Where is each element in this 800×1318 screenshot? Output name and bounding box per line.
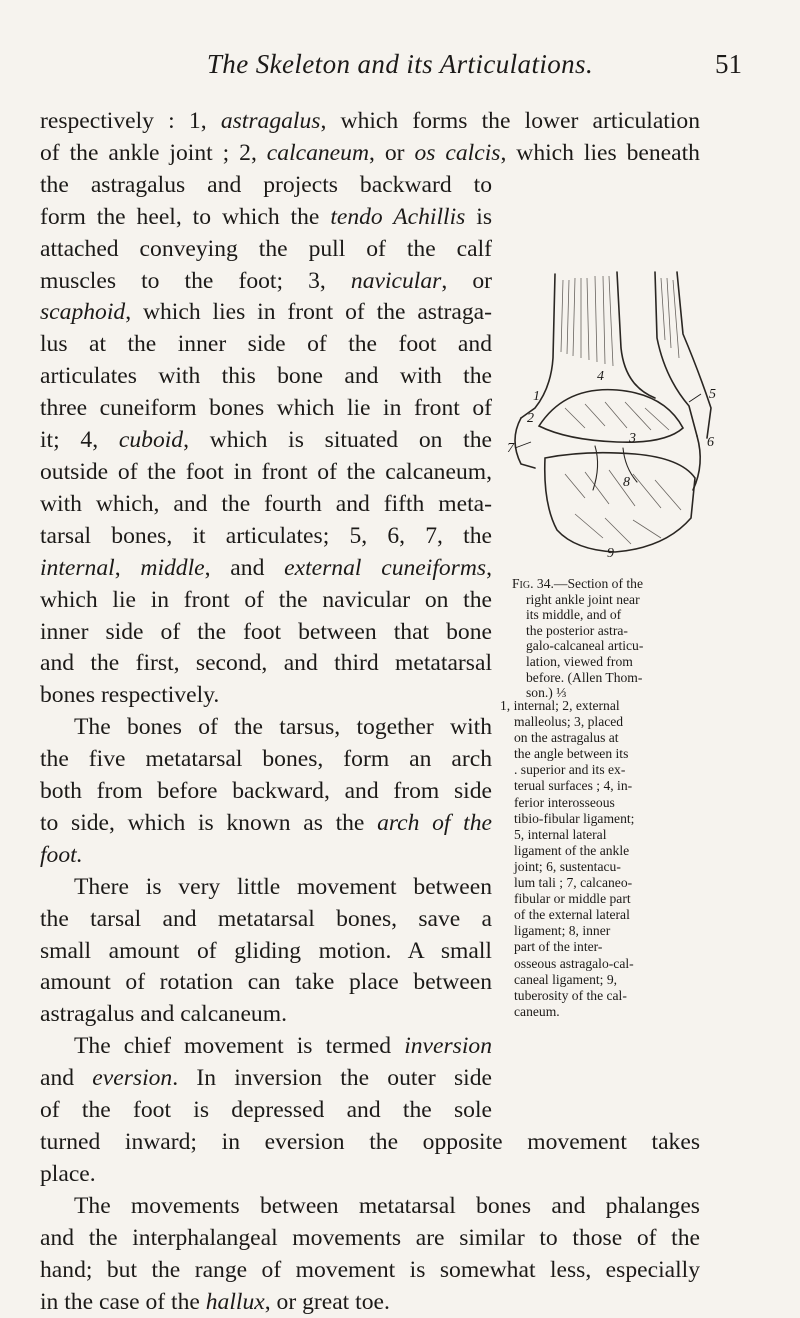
figure-label-4: 4 — [597, 369, 604, 384]
figure-label-6: 6 — [707, 435, 714, 450]
text-line: to side, which is known as the arch of the — [40, 809, 492, 836]
legend-line: part of the inter- — [514, 939, 603, 955]
caption-line: right ankle joint near — [526, 591, 640, 607]
text-line: three cuneiform bones which lie in front of — [40, 395, 492, 422]
page-number: 51 — [715, 49, 742, 79]
text-line: bones respectively. — [40, 682, 220, 709]
text-line: internal, middle, and external cuneiforms, — [40, 554, 492, 581]
text-line: amount of rotation can take place between — [40, 969, 492, 996]
text-line: form the heel, to which the tendo Achillis is — [40, 203, 492, 230]
text-line: place. — [40, 1160, 96, 1187]
legend-line: fibular or middle part — [514, 891, 631, 907]
ankle-section-illustration — [505, 268, 723, 558]
figure-label-9: 9 — [607, 546, 614, 558]
caption-line: before. (Allen Thom- — [526, 669, 643, 685]
figure-label-2: 2 — [527, 411, 534, 426]
legend-line: malleolus; 3, placed — [514, 714, 624, 730]
figure-caption — [512, 576, 718, 701]
text-line: There is very little movement between — [74, 873, 492, 900]
text-line: attached conveying the pull of the calf — [40, 235, 492, 262]
legend-line: osseous astragalo-cal- — [514, 955, 634, 971]
caption-line: the posterior astra- — [526, 622, 628, 638]
caption-line: Fig. 34.—Section of the — [512, 576, 644, 591]
figure-number-label: Fig. — [512, 576, 534, 591]
text-line: and eversion. In inversion the outer side — [40, 1065, 492, 1092]
legend-line: caneum. — [514, 1003, 560, 1019]
text-line: The chief movement is termed inversion — [74, 1033, 492, 1060]
figure-label-8: 8 — [623, 475, 630, 490]
text-line: foot. — [40, 841, 83, 868]
text-line: The bones of the tarsus, together with — [74, 714, 492, 741]
figure-label-7: 7 — [507, 441, 514, 456]
legend-line: ferior interosseous — [514, 794, 615, 810]
figure-label-1: 1 — [533, 389, 540, 404]
figure-legend — [500, 698, 718, 1020]
text-line: and the interphalangeal movements are similar to those of the — [40, 1224, 700, 1251]
text-line: tarsal bones, it articulates; 5, 6, 7, the — [40, 522, 492, 549]
legend-line: tibio-fibular ligament; — [514, 810, 635, 826]
text-line: both from before backward, and from side — [40, 778, 492, 805]
legend-line: 5, internal lateral — [514, 826, 607, 842]
astragalus-outline — [539, 390, 683, 443]
text-line: of the ankle joint ; 2, calcaneum, or os calcis, which lies beneath — [40, 139, 700, 166]
text-line: articulates with this bone and with the — [40, 363, 492, 390]
text-line: the five metatarsal bones, form an arch — [40, 746, 492, 773]
legend-line: terual surfaces ; 4, in- — [514, 778, 633, 794]
running-title: The Skeleton and its Articulations. — [206, 49, 594, 79]
legend-line: of the external lateral — [514, 907, 630, 923]
text-line: the tarsal and metatarsal bones, save a — [40, 905, 492, 932]
legend-line: tuberosity of the cal- — [514, 987, 627, 1003]
legend-line: 1, internal; 2, external — [500, 698, 620, 713]
text-line: with which, and the fourth and fifth meta- — [40, 490, 492, 517]
figure-label-3: 3 — [629, 431, 636, 446]
legend-line: on the astragalus at — [514, 730, 619, 746]
text-line: astragalus and calcaneum. — [40, 1001, 287, 1028]
legend-line: lum tali ; 7, calcaneo- — [514, 875, 633, 891]
legend-line: ligament of the ankle — [514, 842, 630, 858]
text-line: turned inward; in eversion the opposite movement takes — [40, 1129, 700, 1155]
legend-line: . superior and its ex- — [514, 762, 626, 778]
text-line: and the first, second, and third metatarsal — [40, 650, 492, 677]
caption-line: lation, viewed from — [526, 653, 633, 669]
text-line: respectively : 1, astragalus, which forms the lower articulation — [40, 108, 700, 134]
calcaneum-outline — [545, 453, 695, 552]
text-line: in the case of the hallux, or great toe. — [40, 1288, 390, 1315]
legend-line: caneal ligament; 9, — [514, 971, 618, 987]
caption-line: its middle, and of — [526, 607, 622, 623]
legend-line: joint; 6, sustentacu- — [514, 858, 621, 874]
text-line: of the foot is depressed and the sole — [40, 1097, 492, 1124]
text-line: The movements between metatarsal bones and phalanges — [74, 1192, 700, 1219]
figure-label-5: 5 — [709, 387, 716, 402]
caption-line: galo-calcaneal articu- — [526, 638, 644, 654]
legend-line: the angle between its — [514, 746, 629, 762]
text-line: scaphoid, which lies in front of the astraga- — [40, 299, 492, 326]
text-line: muscles to the foot; 3, navicular, or — [40, 267, 493, 294]
text-line: outside of the foot in front of the calcaneum, — [40, 458, 492, 485]
text-line: which lie in front of the navicular on the — [40, 586, 492, 613]
caption-line: son.) ⅓ — [526, 685, 567, 701]
text-line: inner side of the foot between that bone — [40, 618, 492, 645]
legend-line: ligament; 8, inner — [514, 923, 611, 939]
text-line: the astragalus and projects backward to — [40, 171, 492, 198]
text-line: it; 4, cuboid, which is situated on the — [40, 427, 492, 454]
text-line: lus at the inner side of the foot and — [40, 331, 492, 358]
text-line: hand; but the range of movement is somewhat less, especially — [40, 1256, 700, 1283]
text-line: small amount of gliding motion. A small — [40, 937, 492, 964]
